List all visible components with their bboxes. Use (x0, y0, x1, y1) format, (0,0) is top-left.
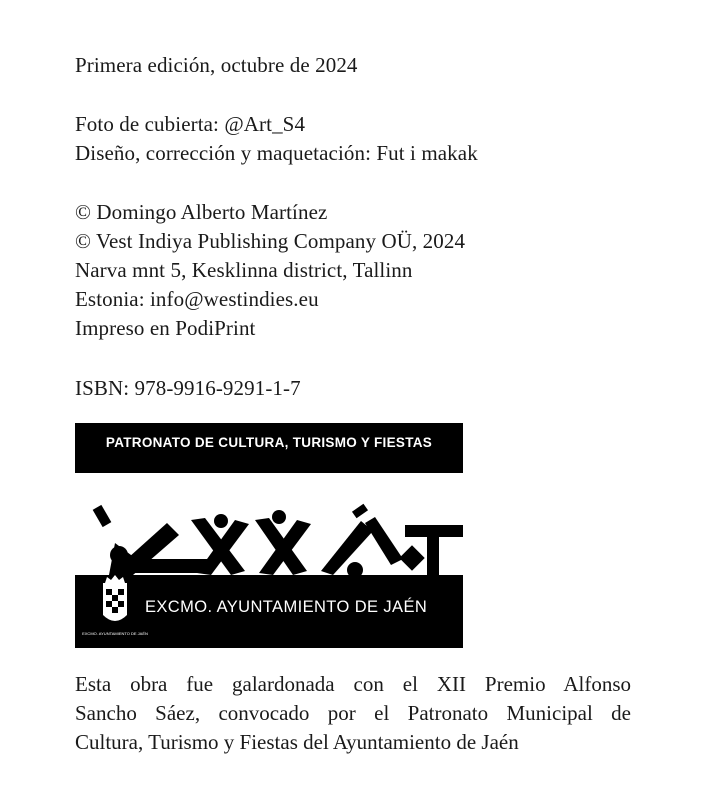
isbn-line: ISBN: 978-9916-9291-1-7 (75, 376, 301, 400)
edition-line: Primera edición, octubre de 2024 (75, 53, 358, 77)
patronato-logo (75, 423, 463, 648)
award-paragraph (75, 670, 631, 757)
author-copyright: © Domingo Alberto Martínez (75, 200, 328, 224)
logo-glyph-motif (75, 473, 463, 578)
credits-section (75, 110, 635, 168)
award-line-1: Esta obra fue galardonada con el XII Premio Alfonso (75, 672, 631, 696)
logo-bottom-text: EXCMO. AYUNTAMIENTO DE JAÉN (145, 598, 428, 616)
logo-top-text: PATRONATO DE CULTURA, TURISMO Y FIESTAS (105, 435, 433, 450)
design-credit: Diseño, corrección y maquetación: Fut i makak (75, 141, 478, 165)
publisher-contact: Estonia: info@westindies.eu (75, 287, 319, 311)
crest-caption: EXCMO. AYUNTAMIENTO DE JAÉN (82, 631, 148, 636)
patronato-logo-graphic (75, 423, 463, 648)
copyright-section (75, 198, 635, 343)
edition-section (75, 51, 635, 80)
publisher-address: Narva mnt 5, Kesklinna district, Tallinn (75, 258, 413, 282)
award-line-2: Sancho Sáez, convocado por el Patronato Municipal de (75, 701, 631, 725)
cover-photo-credit: Foto de cubierta: @Art_S4 (75, 112, 306, 136)
printer-line: Impreso en PodiPrint (75, 316, 256, 340)
award-line-3: Cultura, Turismo y Fiestas del Ayuntamiento de Jaén (75, 730, 519, 754)
isbn-section (75, 374, 635, 403)
publisher-copyright: © Vest Indiya Publishing Company OÜ, 2024 (75, 229, 466, 253)
